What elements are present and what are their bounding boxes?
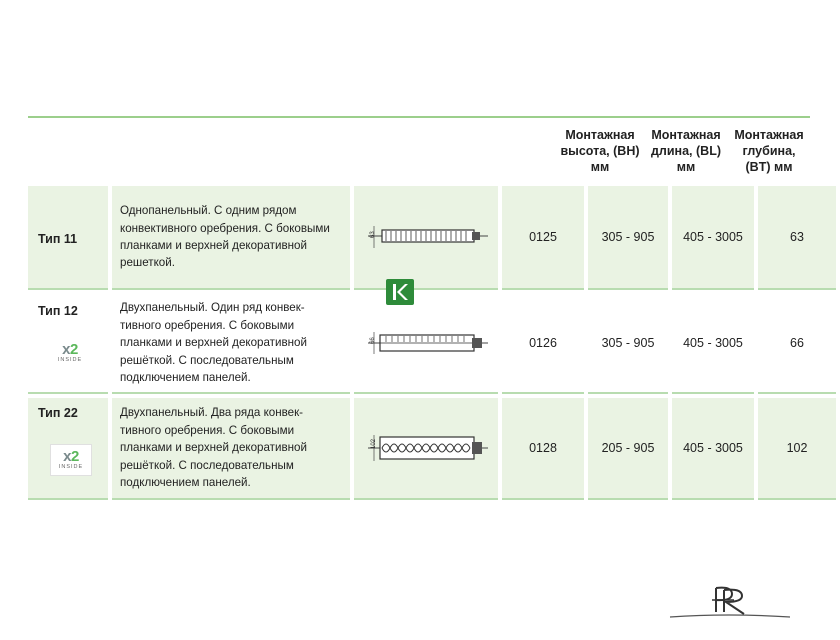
height-cell <box>588 398 668 500</box>
signature-logo <box>668 582 792 629</box>
type-label: Тип 22 <box>38 406 78 420</box>
header-mount-depth: Монтажная глубина, (BT) мм <box>734 128 804 174</box>
drawing-cell <box>354 186 498 290</box>
type-cell <box>28 186 108 290</box>
type-cell <box>28 398 108 500</box>
drawing-dimension: 66 <box>370 337 376 344</box>
height-cell <box>588 186 668 290</box>
type-label: Тип 12 <box>38 304 78 318</box>
code-value: 0126 <box>529 336 557 350</box>
table-row-type-22 <box>28 398 810 500</box>
signature-icon <box>668 582 792 624</box>
code-value: 0125 <box>529 230 557 244</box>
depth-cell <box>758 398 836 500</box>
depth-value: 66 <box>790 336 804 350</box>
code-cell <box>502 294 584 394</box>
description-cell <box>112 398 350 500</box>
depth-cell <box>758 186 836 290</box>
depth-value: 102 <box>786 441 808 455</box>
header-mount-height: Монтажная высота, (BH) мм <box>560 128 640 174</box>
description-text: Однопанельный. С одним рядом конвективного оребрения. С боковыми планками и верхней декоративной решеткой. <box>120 204 330 270</box>
description-cell <box>112 186 350 290</box>
x2-inside-badge: x2 INSIDE <box>57 341 83 363</box>
depth-value: 63 <box>790 230 804 244</box>
length-value: 405 - 3005 <box>683 230 743 244</box>
table-top-rule <box>28 116 810 118</box>
table-row-type-12 <box>28 294 810 394</box>
height-cell <box>588 294 668 394</box>
length-cell <box>672 294 754 394</box>
type-cell <box>28 294 108 394</box>
code-cell <box>502 398 584 500</box>
depth-cell <box>758 294 836 394</box>
brand-k-logo <box>386 279 414 305</box>
header-mount-length: Монтажная длина, (BL) мм <box>651 128 721 174</box>
height-value: 305 - 905 <box>601 230 655 244</box>
code-value: 0128 <box>529 441 557 455</box>
height-value: 205 - 905 <box>601 441 655 455</box>
length-value: 405 - 3005 <box>683 441 743 455</box>
radiator-type-12-drawing <box>368 328 488 358</box>
drawing-cell <box>354 398 498 500</box>
length-value: 405 - 3005 <box>683 336 743 350</box>
length-cell <box>672 398 754 500</box>
drawing-dimension: 102 <box>371 438 377 449</box>
k-logo-icon <box>386 279 414 305</box>
code-cell <box>502 186 584 290</box>
description-cell <box>112 294 350 394</box>
length-cell <box>672 186 754 290</box>
description-text: Двухпанельный. Два ряда конвек-тивного оребрения. С боковыми планками и верхней декоративной решёткой. С последовательным подключением панелей. <box>120 406 307 490</box>
type-label: Тип 11 <box>38 232 78 246</box>
x2-inside-badge: x2 INSIDE <box>50 444 92 476</box>
radiator-type-11-drawing <box>368 222 488 252</box>
description-text: Двухпанельный. Один ряд конвек-тивного оребрения. С боковыми планками и верхней декоративной решёткой. С последовательным подключением панелей. <box>120 301 307 385</box>
drawing-cell <box>354 294 498 394</box>
table-row-type-11 <box>28 186 810 290</box>
height-value: 305 - 905 <box>601 336 655 350</box>
drawing-dimension: 63 <box>370 231 376 238</box>
radiator-type-22-drawing <box>368 432 488 464</box>
